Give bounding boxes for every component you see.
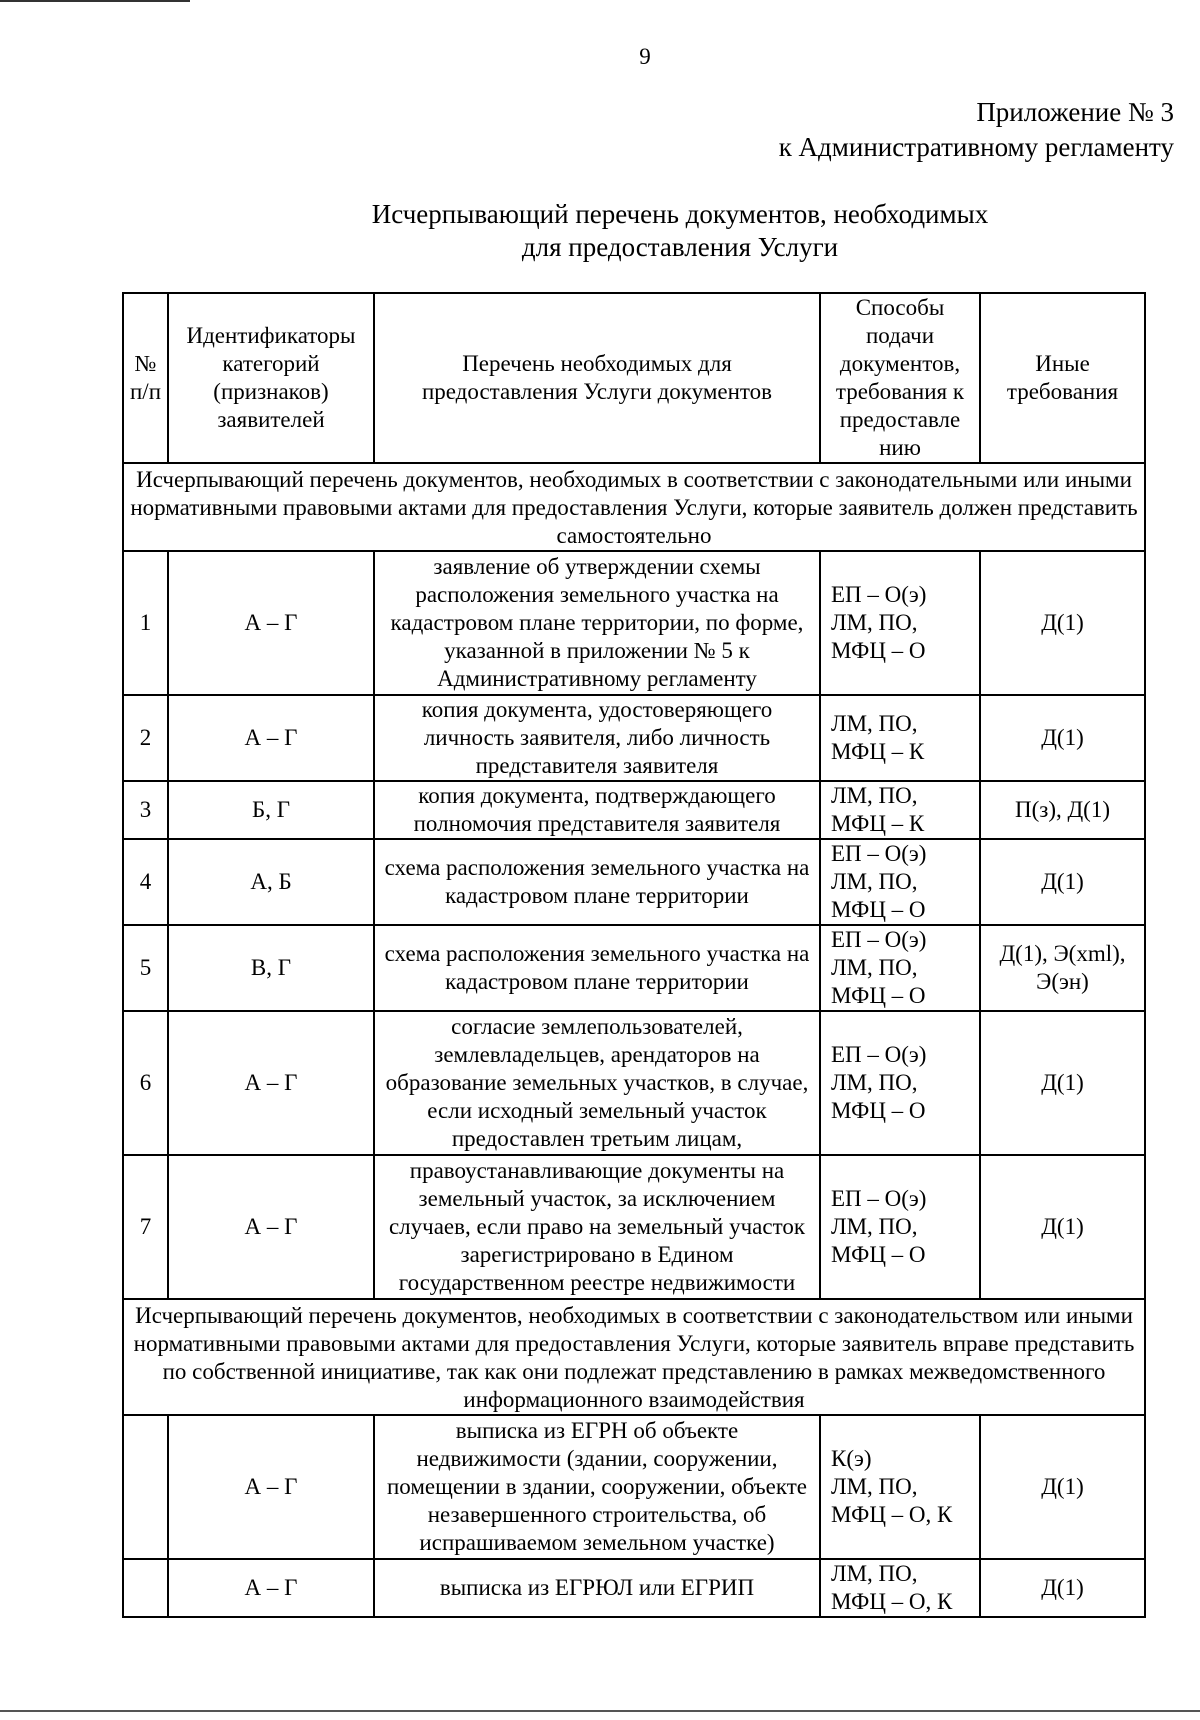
table-row xyxy=(123,1011,1145,1155)
header-documents: Перечень необходимых для предоставления Услуги документов xyxy=(374,293,820,463)
row-other-requirements: Д(1) xyxy=(980,839,1145,925)
row-categories: А – Г xyxy=(168,1155,374,1299)
table-row xyxy=(123,839,1145,925)
table-row xyxy=(123,1155,1145,1299)
document-title-line-1: Исчерпывающий перечень документов, необходимых xyxy=(371,199,989,229)
table-row xyxy=(123,925,1145,1011)
row-document: схема расположения земельного участка на кадастровом плане территории xyxy=(374,839,820,925)
row-other-requirements: Д(1) xyxy=(980,695,1145,781)
row-methods: ЕП – О(э) ЛМ, ПО, МФЦ – О xyxy=(820,1011,980,1155)
row-other-requirements: Д(1) xyxy=(980,1011,1145,1155)
table-row xyxy=(123,781,1145,839)
section-2-heading: Исчерпывающий перечень документов, необходимых в соответствии с законодательством или иными нормативными правовыми актами для предоставления Услуги, которые заявитель вправе представить по собственной инициативе, так как они подлежат представлению в рамках межведомственного информационного взаимодействия xyxy=(123,1299,1145,1415)
documents-table xyxy=(122,292,1146,1618)
row-methods: ЕП – О(э) ЛМ, ПО, МФЦ – О xyxy=(820,839,980,925)
table-header-row xyxy=(123,293,1145,463)
row-other-requirements: Д(1) xyxy=(980,551,1145,695)
row-methods: К(э) ЛМ, ПО, МФЦ – О, К xyxy=(820,1415,980,1559)
row-document: копия документа, подтверждающего полномочия представителя заявителя xyxy=(374,781,820,839)
section-1-heading: Исчерпывающий перечень документов, необходимых в соответствии с законодательными или иными нормативными правовыми актами для предоставления Услуги, которые заявитель должен представить самостоятельно xyxy=(123,463,1145,551)
row-other-requirements: П(з), Д(1) xyxy=(980,781,1145,839)
row-methods: ЕП – О(э) ЛМ, ПО, МФЦ – О xyxy=(820,925,980,1011)
row-number: 5 xyxy=(123,925,168,1011)
row-number: 2 xyxy=(123,695,168,781)
row-categories: А – Г xyxy=(168,695,374,781)
table-row xyxy=(123,1559,1145,1617)
row-other-requirements: Д(1), Э(xml), Э(эн) xyxy=(980,925,1145,1011)
table-row xyxy=(123,551,1145,695)
scan-edge-mark xyxy=(0,0,190,2)
row-categories: В, Г xyxy=(168,925,374,1011)
row-methods: ЕП – О(э) ЛМ, ПО, МФЦ – О xyxy=(820,1155,980,1299)
row-categories: А – Г xyxy=(168,1559,374,1617)
row-document: заявление об утверждении схемы расположения земельного участка на кадастровом плане территории, по форме, указанной в приложении № 5 к Административному регламенту xyxy=(374,551,820,695)
header-categories: Идентификаторы категорий (признаков) заявителей xyxy=(168,293,374,463)
row-other-requirements: Д(1) xyxy=(980,1559,1145,1617)
scan-edge-mark xyxy=(0,1710,1200,1712)
appendix-line-2: к Административному регламенту xyxy=(778,132,1174,162)
row-categories: Б, Г xyxy=(168,781,374,839)
row-categories: А, Б xyxy=(168,839,374,925)
row-methods: ЕП – О(э) ЛМ, ПО, МФЦ – О xyxy=(820,551,980,695)
row-number: 3 xyxy=(123,781,168,839)
section-header-row xyxy=(123,1299,1145,1415)
row-document: выписка из ЕГРЮЛ или ЕГРИП xyxy=(374,1559,820,1617)
row-number xyxy=(123,1559,168,1617)
row-number: 6 xyxy=(123,1011,168,1155)
row-document: выписка из ЕГРН об объекте недвижимости (здании, сооружении, помещении в здании, сооружении, объекте незавершенного строительства, об испрашиваемом земельном участке) xyxy=(374,1415,820,1559)
row-other-requirements: Д(1) xyxy=(980,1415,1145,1559)
row-categories: А – Г xyxy=(168,551,374,695)
row-other-requirements: Д(1) xyxy=(980,1155,1145,1299)
table-row xyxy=(123,695,1145,781)
row-number: 4 xyxy=(123,839,168,925)
row-categories: А – Г xyxy=(168,1011,374,1155)
section-header-row xyxy=(123,463,1145,551)
document-title xyxy=(0,198,1200,264)
document-title-line-2: для предоставления Услуги xyxy=(521,232,839,262)
row-methods: ЛМ, ПО, МФЦ – О, К xyxy=(820,1559,980,1617)
row-categories: А – Г xyxy=(168,1415,374,1559)
header-number: № п/п xyxy=(123,293,168,463)
row-methods: ЛМ, ПО, МФЦ – К xyxy=(820,695,980,781)
row-document: копия документа, удостоверяющего личность заявителя, либо личность представителя заявителя xyxy=(374,695,820,781)
row-document: правоустанавливающие документы на земельный участок, за исключением случаев, если право на земельный участок зарегистрировано в Едином государственном реестре недвижимости xyxy=(374,1155,820,1299)
table-row xyxy=(123,1415,1145,1559)
appendix-label xyxy=(779,95,1174,165)
row-document: согласие землепользователей, землевладельцев, арендаторов на образование земельных участков, в случае, если исходный земельный участок предоставлен третьим лицам, xyxy=(374,1011,820,1155)
page-number: 9 xyxy=(639,44,651,69)
row-number: 1 xyxy=(123,551,168,695)
row-number xyxy=(123,1415,168,1559)
header-methods: Способы подачи документов, требования к предоставле нию xyxy=(820,293,980,463)
header-other-requirements: Иные требования xyxy=(980,293,1145,463)
row-methods: ЛМ, ПО, МФЦ – К xyxy=(820,781,980,839)
row-number: 7 xyxy=(123,1155,168,1299)
row-document: схема расположения земельного участка на кадастровом плане территории xyxy=(374,925,820,1011)
appendix-line-1: Приложение № 3 xyxy=(976,97,1174,127)
